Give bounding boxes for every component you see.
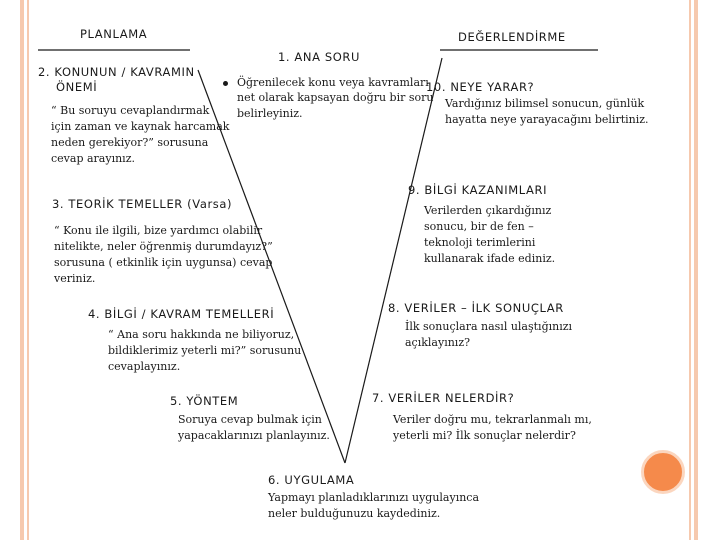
step3-line: veriniz. xyxy=(54,272,96,285)
step5-title: 5. YÖNTEM xyxy=(170,394,239,408)
step4-line: bildiklerimiz yeterli mi?” sorusunu xyxy=(108,344,302,357)
planlama-header: PLANLAMA xyxy=(80,27,148,41)
step1-line: Öğrenilecek konu veya kavramları xyxy=(237,76,429,89)
step5-line: yapacaklarınızı planlayınız. xyxy=(178,429,330,442)
step7-line: yeterli mi? İlk sonuçlar nelerdir? xyxy=(393,429,576,442)
step2-line: için zaman ve kaynak harcamak xyxy=(51,120,230,133)
step2-line: neden gerekiyor?” sorusuna xyxy=(51,136,209,149)
step7-title: 7. VERİLER NELERDİR? xyxy=(372,391,515,405)
step3-line: nitelikte, neler öğrenmiş durumdayız?” xyxy=(54,240,273,253)
step1-line: belirleyiniz. xyxy=(237,107,303,120)
step2-title-cont: ÖNEMİ xyxy=(56,80,98,94)
step1-title: 1. ANA SORU xyxy=(278,50,360,64)
step1-line: net olarak kapsayan doğru bir soru xyxy=(237,91,434,104)
step9-line: sonucu, bir de fen – xyxy=(424,220,534,233)
step3-line: “ Konu ile ilgili, bize yardımcı olabilir xyxy=(54,224,263,237)
step6-line: Yapmayı planladıklarınızı uygulayınca xyxy=(268,491,480,504)
step9-line: Verilerden çıkardığınız xyxy=(424,204,552,217)
step8-line: açıklayınız? xyxy=(405,336,471,349)
accent-circle xyxy=(641,450,685,494)
step10-title: 10. NEYE YARAR? xyxy=(426,80,535,94)
step10-line: Vardığınız bilimsel sonucun, günlük xyxy=(445,97,645,110)
step9-line: teknoloji terimlerini xyxy=(424,236,536,249)
step3-line: sorusuna ( etkinlik için uygunsa) cevap xyxy=(54,256,273,269)
step1-bullet xyxy=(223,81,228,86)
step10-line: hayatta neye yarayacağını belirtiniz. xyxy=(445,113,649,126)
step8-line: İlk sonuçlara nasıl ulaştığınızı xyxy=(405,320,573,333)
step3-title: 3. TEORİK TEMELLER (Varsa) xyxy=(52,197,233,211)
degerlendirme-header: DEĞERLENDİRME xyxy=(458,30,566,44)
step6-title: 6. UYGULAMA xyxy=(268,473,355,487)
step2-line: cevap arayınız. xyxy=(51,152,135,165)
step4-title: 4. BİLGİ / KAVRAM TEMELLERİ xyxy=(88,307,275,321)
step7-line: Veriler doğru mu, tekrarlanmalı mı, xyxy=(393,413,592,426)
step2-title: 2. KONUNUN / KAVRAMIN xyxy=(38,65,195,79)
step4-line: “ Ana soru hakkında ne biliyoruz, xyxy=(108,328,295,341)
step5-line: Soruya cevap bulmak için xyxy=(178,413,322,426)
step8-title: 8. VERİLER – İLK SONUÇLAR xyxy=(388,301,564,315)
step9-title: 9. BİLGİ KAZANIMLARI xyxy=(408,183,548,197)
step6-line: neler bulduğunuzu kaydediniz. xyxy=(268,507,441,520)
step2-line: “ Bu soruyu cevaplandırmak xyxy=(51,104,210,117)
step9-line: kullanarak ifade ediniz. xyxy=(424,252,556,265)
step4-line: cevaplayınız. xyxy=(108,360,181,373)
